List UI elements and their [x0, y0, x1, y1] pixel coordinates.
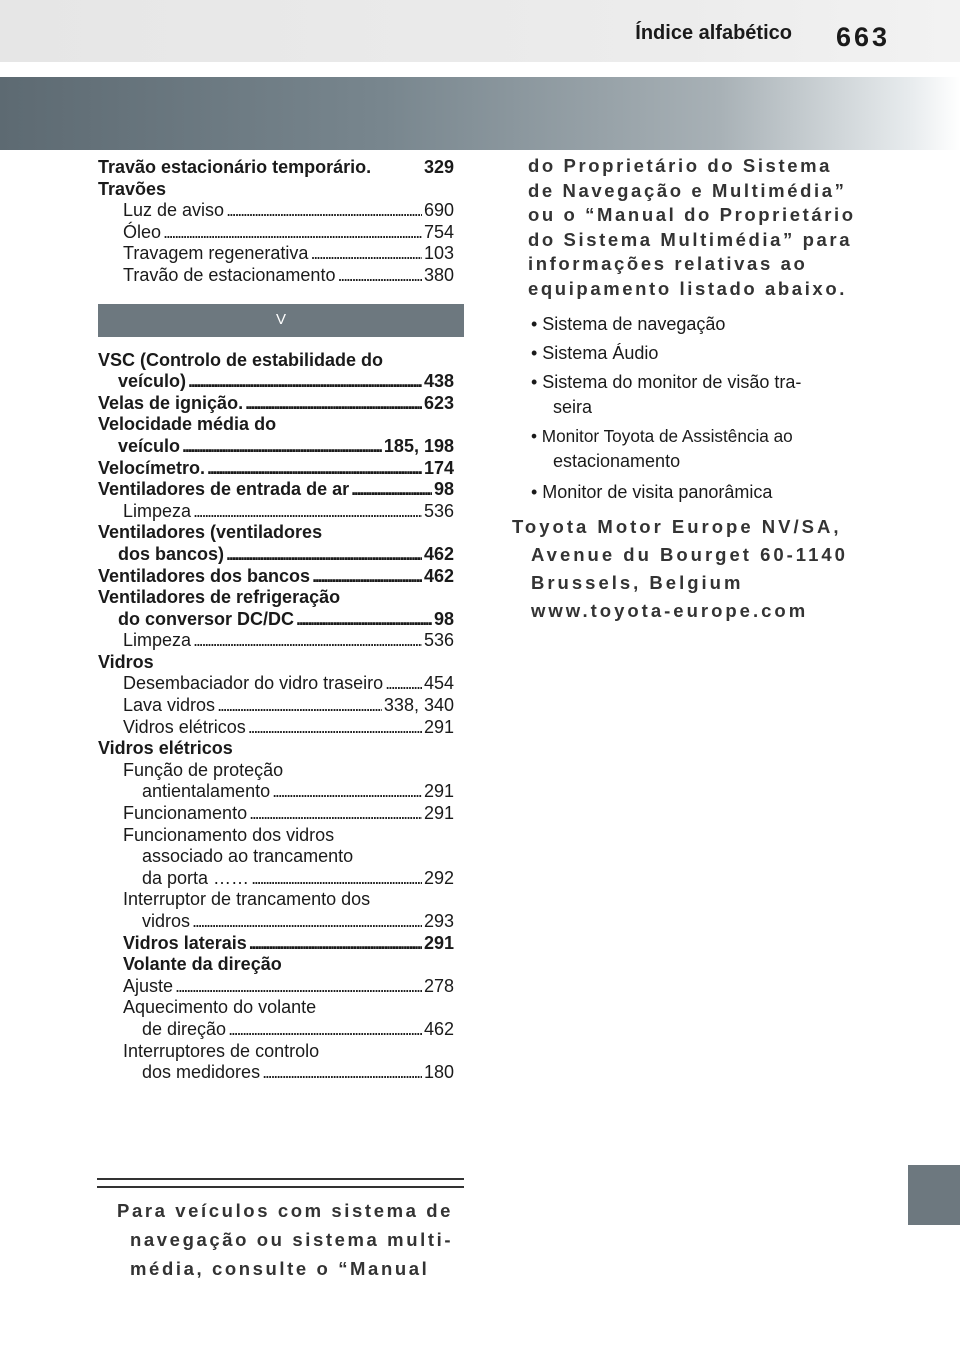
manufacturer-address	[512, 513, 872, 625]
index-subentry: da porta …… . . . 292	[98, 868, 454, 890]
index-subentry: dos medidores . . . 180	[98, 1062, 454, 1084]
index-column-right	[512, 154, 872, 625]
index-entry: Velocímetro. . . . 174	[98, 458, 454, 480]
note-line: de Navegação e Multimédia”	[528, 179, 847, 201]
index-subheading: Aquecimento do volante	[123, 997, 317, 1018]
decorative-banner	[0, 77, 960, 150]
note-line: média, consulte o “Manual	[130, 1258, 430, 1279]
index-entry: Ventiladores dos bancos . . . 462	[98, 566, 454, 588]
index-subentry: Limpeza . . . 536	[98, 501, 454, 523]
double-divider	[97, 1178, 464, 1188]
index-heading: Travões	[98, 178, 167, 199]
index-heading: Ventiladores (ventiladores	[98, 522, 323, 543]
index-heading: Ventiladores de refrigeração	[98, 587, 341, 608]
index-subentry: Ajuste . . . 278	[98, 976, 454, 998]
note-line: equipamento listado abaixo.	[528, 277, 847, 299]
index-subheading: Função de proteção	[123, 759, 284, 780]
list-item: • Monitor Toyota de Assistência ao estacionamento	[531, 425, 793, 471]
note-line: Para veículos com sistema de	[117, 1200, 454, 1221]
index-subheading: Volante da direção	[123, 954, 282, 975]
list-item: • Sistema do monitor de visão tra- seira	[531, 371, 802, 417]
index-entry: veículo) . . . 438	[98, 371, 454, 393]
index-subentry: vidros . . . 293	[98, 911, 454, 933]
multimedia-note-continued	[512, 154, 872, 302]
index-subentry: Óleo . . . 754	[98, 222, 454, 244]
index-subheading: Funcionamento dos vidros	[123, 824, 335, 845]
multimedia-note-start	[117, 1196, 462, 1283]
index-subentry: Limpeza . . . 536	[98, 630, 454, 652]
note-line: ou o “Manual do Proprietário	[528, 204, 856, 226]
section-letter-bar	[98, 304, 464, 337]
index-entry: Velas de ignição. . . . 623	[98, 393, 454, 415]
index-subentry: Funcionamento . . . 291	[98, 803, 454, 825]
section-letter: V	[275, 311, 286, 329]
index-subentry: Travão de estacionamento . . . 380	[98, 265, 454, 287]
page-number: 663	[835, 22, 890, 52]
index-subentry: Desembaciador do vidro traseiro . . . 454	[98, 673, 454, 695]
note-line: navegação ou sistema multi-	[130, 1229, 454, 1250]
index-subentry: Vidros laterais . . . 291	[98, 933, 454, 955]
index-heading: Velocidade média do	[98, 414, 277, 435]
equipment-list	[512, 310, 872, 507]
index-heading: Vidros elétricos	[98, 738, 233, 759]
index-entry: Ventiladores de entrada de ar . . . 98	[98, 479, 454, 501]
index-subentry: Travagem regenerativa . . . 103	[98, 243, 454, 265]
section-title: Índice alfabético	[635, 22, 792, 44]
index-column-left	[98, 157, 454, 1084]
index-subentry: antientalamento . . . 291	[98, 781, 454, 803]
list-item: • Sistema de navegação	[531, 313, 726, 334]
note-line: do Sistema Multimédia” para	[528, 228, 853, 250]
index-subheading: Interruptores de controlo	[123, 1040, 320, 1061]
index-heading: Vidros	[98, 651, 154, 672]
index-subentry: Lava vidros . . . 338, 340	[98, 695, 454, 717]
index-subheading: associado ao trancamento	[142, 846, 354, 867]
page-header	[0, 0, 960, 62]
address-line: Brussels, Belgium	[531, 571, 744, 593]
index-subentry: Vidros elétricos . . . 291	[98, 717, 454, 739]
address-line: Avenue du Bourget 60-1140	[531, 543, 848, 565]
list-item: • Monitor de visita panorâmica	[531, 481, 773, 502]
address-line: Toyota Motor Europe NV/SA,	[512, 515, 842, 537]
index-entry: Travão estacionário temporário. 329	[98, 157, 454, 177]
index-entry: dos bancos) . . . 462	[98, 544, 454, 566]
index-heading: VSC (Controlo de estabilidade do	[98, 349, 384, 370]
list-item: • Sistema Áudio	[531, 342, 659, 363]
chapter-tab	[908, 1165, 960, 1225]
website-link[interactable]: www.toyota-europe.com	[531, 599, 809, 621]
note-line: informações relativas ao	[528, 253, 808, 275]
index-subheading: Interruptor de trancamento dos	[123, 889, 371, 910]
index-entry: do conversor DC/DC . . . 98	[98, 609, 454, 631]
index-subentry: Luz de aviso . . . 690	[98, 200, 454, 222]
index-subentry: de direção . . . 462	[98, 1019, 454, 1041]
note-line: do Proprietário do Sistema	[528, 155, 833, 176]
index-entry: veículo . . . 185, 198	[98, 436, 454, 458]
